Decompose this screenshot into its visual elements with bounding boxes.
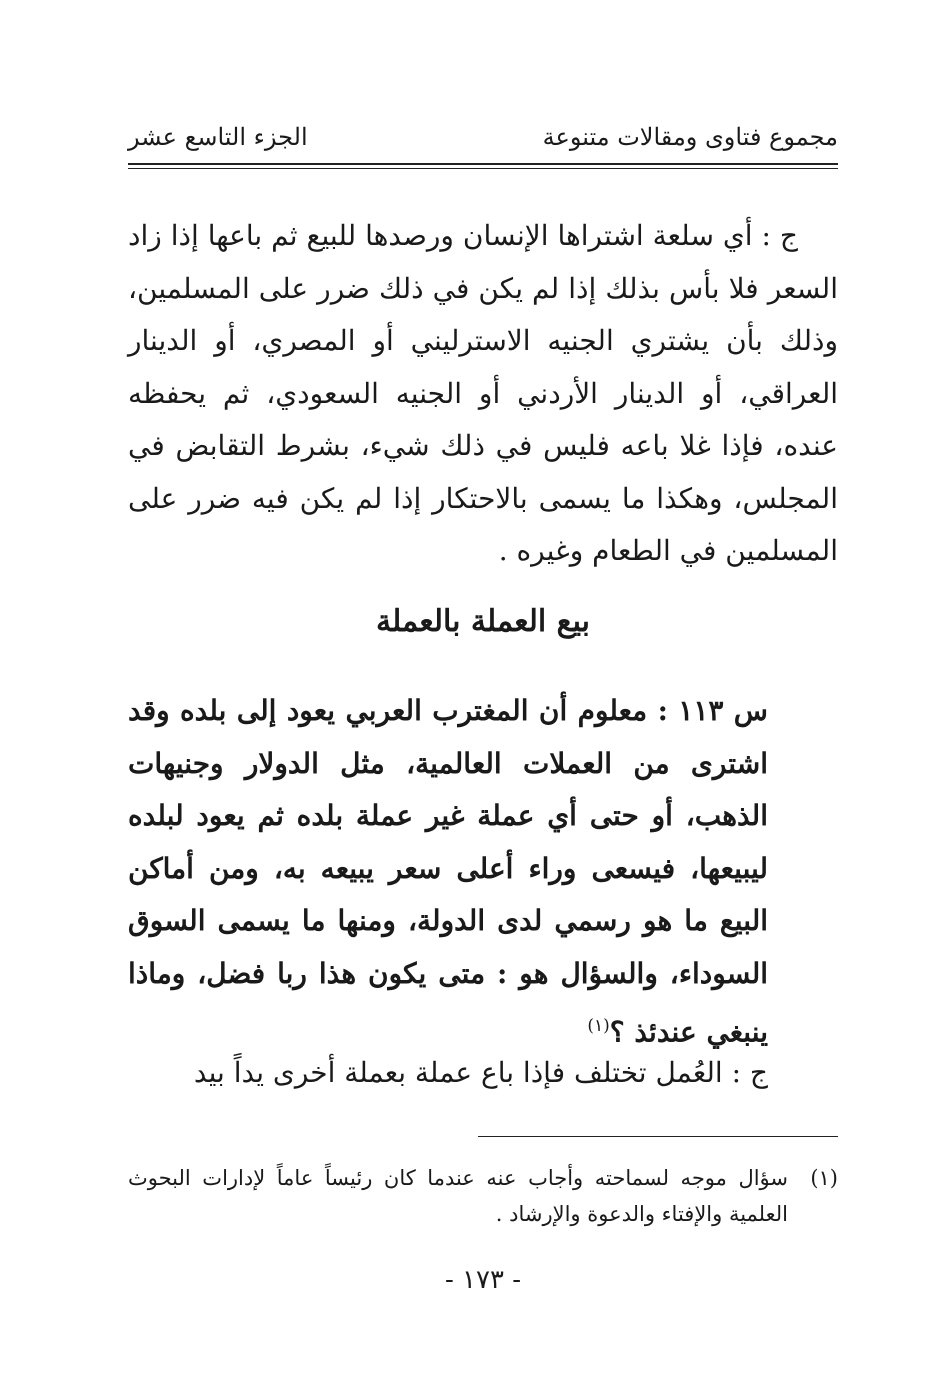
question-paragraph bbox=[128, 685, 768, 1059]
footnote-reference: (١) bbox=[587, 1016, 610, 1036]
footnote-rule bbox=[478, 1136, 838, 1137]
running-header bbox=[128, 120, 838, 160]
section-title: بيع العملة بالعملة bbox=[375, 604, 591, 639]
question-text: س ١١٣ : معلوم أن المغترب العربي يعود إلى بلده وقد اشترى من العملات العالمية، مثل الدولار وجنيهات الذهب، أو حتى أي عملة غير عملة بلده ثم يعود لبلده ليبيعها، فيسعى وراء أعلى سعر يبيعه به، ومن أماكن البيع ما هو رسمي لدى الدولة، ومنها ما يسمى السوق السوداء، والسؤال هو : متى يكون هذا ربا فضل، وماذا ينبغي عندئذ ؟ bbox=[128, 694, 768, 1049]
volume-label: الجزء التاسع عشر bbox=[128, 123, 308, 151]
page-number: - ١٧٣ - bbox=[444, 1265, 522, 1295]
book-title: مجموع فتاوى ومقالات متنوعة bbox=[542, 123, 838, 151]
header-rule bbox=[128, 163, 838, 169]
answer-paragraph-2: ج : العُمل تختلف فإذا باع عملة بعملة أخرى يداً بيد bbox=[193, 1056, 768, 1089]
body-text bbox=[128, 210, 838, 578]
footnote-text: سؤال موجه لسماحته وأجاب عنه عندما كان رئيساً عاماً لإدارات البحوث العلمية والإفتاء والدعوة والإرشاد . bbox=[128, 1166, 788, 1226]
answer-paragraph-1: ج : أي سلعة اشتراها الإنسان ورصدها للبيع ثم باعها إذا زاد السعر فلا بأس بذلك إذا لم يكن في ذلك ضرر على المسلمين، وذلك بأن يشتري الجنيه الاسترليني أو المصري، أو الدينار العراقي، أو الدينار الأردني أو الجنيه السعودي، ثم يحفظه عنده، فإذا غلا باعه فليس في ذلك شيء، بشرط التقابض في المجلس، وهكذا ما يسمى بالاحتكار إذا لم يكن فيه ضرر على المسلمين في الطعام وغيره . bbox=[128, 219, 838, 567]
footnote bbox=[128, 1160, 838, 1232]
footnote-number: (١) bbox=[810, 1166, 838, 1190]
page bbox=[128, 0, 838, 1382]
